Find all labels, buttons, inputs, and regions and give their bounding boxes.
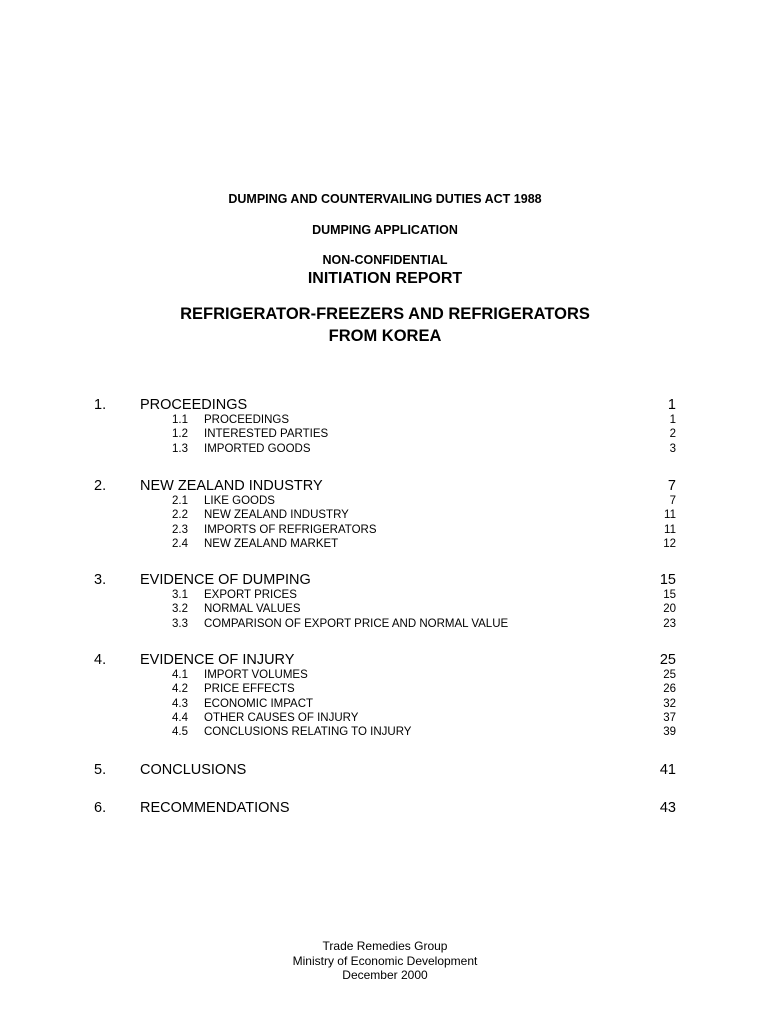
toc-subsection-number: 4.1 [172,669,188,681]
act-title: DUMPING AND COUNTERVAILING DUTIES ACT 1988 [228,192,542,206]
toc-subsection-page: 26 [663,683,676,696]
toc-section-title: EVIDENCE OF INJURY [140,652,295,668]
toc-subsection-page: 37 [663,711,676,724]
toc-subsection-row [0,589,770,603]
subject-title-line-1: REFRIGERATOR-FREEZERS AND REFRIGERATORS [180,305,590,323]
toc-subsection-number: 3.2 [172,603,188,616]
toc-subsection-number: 1.3 [172,442,188,455]
toc-subsection-number: 2.2 [172,509,188,522]
toc-subsection-page: 3 [669,442,676,455]
toc-subsection-number: 4.4 [172,711,188,724]
toc-section-page: 41 [659,762,676,778]
toc-subsection-number: 2.3 [172,523,188,536]
toc-subsection-title: OTHER CAUSES OF INJURY [204,711,359,724]
toc-subsection-row [0,495,770,509]
toc-subsection-title: IMPORTS OF REFRIGERATORS [204,523,377,536]
toc-subsection-number: 4.5 [172,726,188,739]
toc-section-page: 43 [659,800,676,816]
toc-subsection-page: 39 [663,726,676,739]
toc-section-row [0,652,770,669]
toc-subsection-row [0,618,770,632]
toc-subsection-row [0,443,770,457]
toc-subsection-title: IMPORT VOLUMES [204,669,308,681]
toc-section-page: 15 [659,572,676,588]
toc-section-title: PROCEEDINGS [140,397,248,413]
toc-subsection-page: 2 [669,428,676,441]
toc-section-row [0,397,770,414]
toc-subsection-page: 7 [669,495,676,507]
toc-subsection-title: COMPARISON OF EXPORT PRICE AND NORMAL VALUE [204,617,509,630]
toc-subsection-row [0,603,770,617]
toc-subsection-title: ECONOMIC IMPACT [204,697,314,710]
toc-subsection-number: 1.1 [172,414,188,426]
toc-section-page: 1 [667,397,676,413]
subject-title-line-2: FROM KOREA [328,327,442,345]
toc-subsection-title: NEW ZEALAND INDUSTRY [204,509,349,522]
toc-section-number: 3. [94,572,107,588]
footer [0,939,770,983]
toc-subsection-page: 12 [663,537,676,550]
toc-section-page: 25 [659,652,676,668]
toc-section-5 [0,762,770,779]
toc-subsection-row [0,414,770,428]
footer-organisation: Trade Remedies Group [322,939,448,953]
toc-subsection-page: 20 [663,603,676,616]
toc-section-row [0,572,770,589]
toc-subsection-title: NORMAL VALUES [204,603,301,616]
toc-subsection-page: 11 [664,523,676,536]
toc-section-3 [0,572,770,632]
toc-section-title: EVIDENCE OF DUMPING [140,572,311,588]
toc-section-title: NEW ZEALAND INDUSTRY [140,478,323,494]
toc-subsection-row [0,669,770,683]
toc-section-number: 2. [94,478,107,494]
toc-section-title: CONCLUSIONS [140,762,247,778]
toc-subsection-row [0,712,770,726]
toc-subsection-title: IMPORTED GOODS [204,442,311,455]
toc-subsection-row [0,726,770,740]
toc-subsection-row [0,509,770,523]
footer-date: December 2000 [342,968,428,982]
toc-subsection-page: 11 [664,509,676,522]
report-title: INITIATION REPORT [307,270,463,287]
toc-subsection-row [0,428,770,442]
toc-subsection-number: 3.1 [172,589,188,601]
toc-section-number: 4. [94,652,107,668]
toc-subsection-page: 1 [669,414,676,426]
toc-subsection-title: CONCLUSIONS RELATING TO INJURY [204,726,412,739]
toc-section-row [0,762,770,779]
toc-subsection-row [0,698,770,712]
toc-subsection-title: PRICE EFFECTS [204,683,295,696]
toc-subsection-title: PROCEEDINGS [204,414,289,426]
toc-subsection-number: 4.3 [172,697,188,710]
toc-section-number: 5. [94,762,107,778]
toc-section-1 [0,397,770,457]
toc-subsection-title: LIKE GOODS [204,495,275,507]
toc-subsection-number: 2.4 [172,537,188,550]
toc-section-number: 6. [94,800,107,816]
toc-subsection-number: 4.2 [172,683,188,696]
toc-subsection-title: EXPORT PRICES [204,589,297,601]
toc-section-4 [0,652,770,740]
toc-section-page: 7 [667,478,676,494]
toc-subsection-number: 2.1 [172,495,188,507]
toc-subsection-page: 32 [663,697,676,710]
toc-section-row [0,800,770,817]
toc-subsection-title: INTERESTED PARTIES [204,428,329,441]
toc-section-row [0,478,770,495]
toc-section-2 [0,478,770,552]
toc-subsection-page: 15 [663,589,676,601]
toc-subsection-number: 1.2 [172,428,188,441]
toc-subsection-number: 3.3 [172,617,188,630]
toc-subsection-page: 25 [663,669,676,681]
toc-subsection-row [0,683,770,697]
toc-section-6 [0,800,770,817]
toc-section-number: 1. [94,397,107,413]
footer-ministry: Ministry of Economic Development [292,953,478,968]
toc-subsection-row [0,538,770,552]
toc-subsection-row [0,524,770,538]
toc-subsection-title: NEW ZEALAND MARKET [204,537,339,550]
application-type: DUMPING APPLICATION [312,223,458,237]
toc-section-title: RECOMMENDATIONS [140,800,290,816]
confidentiality-label: NON-CONFIDENTIAL [322,253,448,267]
toc-subsection-page: 23 [663,617,676,630]
